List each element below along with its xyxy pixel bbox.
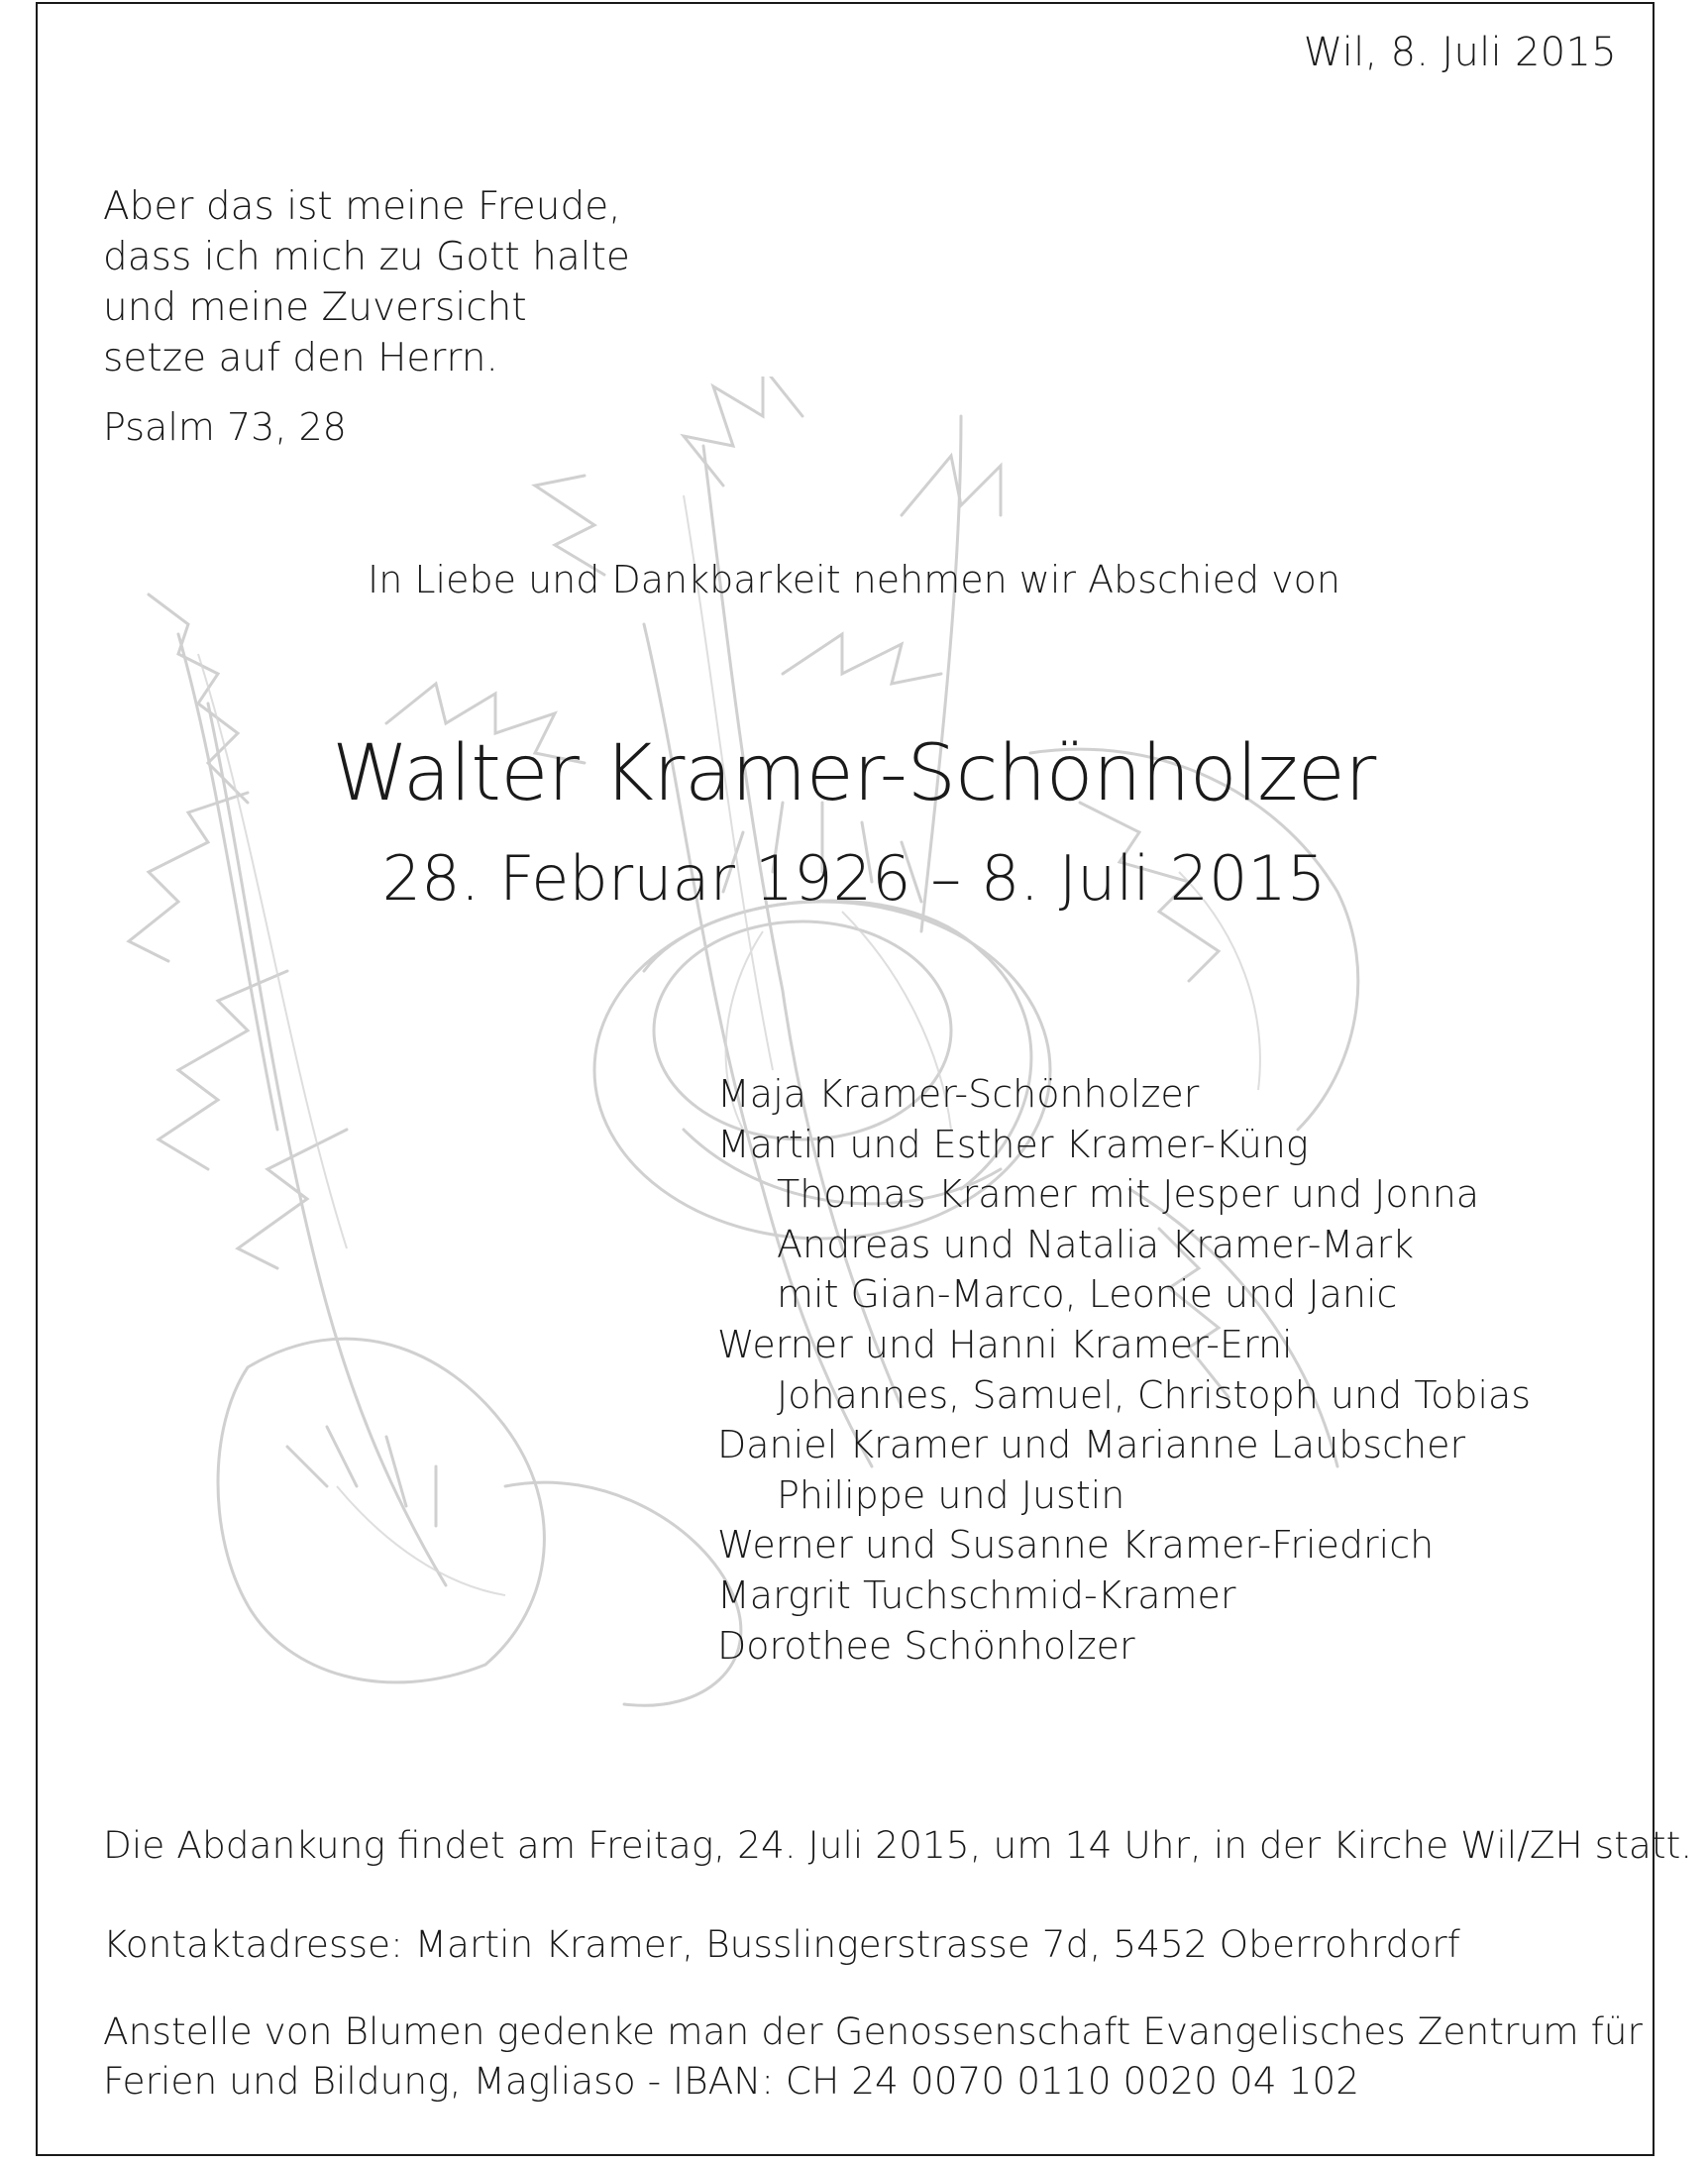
mourner-entry: Johannes, Samuel, Christoph und Tobias [777,1372,1532,1417]
contact-address: Kontaktadresse: Martin Kramer, Busslingerstrasse 7d, 5452 Oberrohrdorf [103,1922,1460,1966]
verse-line: dass ich mich zu Gott halte [103,235,630,279]
verse-reference: Psalm 73, 28 [103,405,347,449]
verse-line: setze auf den Herrn. [103,336,498,380]
life-dates: 28. Februar 1926 – 8. Juli 2015 [381,842,1327,915]
verse-line: Aber das ist meine Freude, [103,184,621,229]
verse-line: und meine Zuversicht [103,285,527,330]
bible-verse [103,181,630,383]
mourner-entry: Philippe und Justin [777,1472,1125,1517]
deceased-name: Walter Kramer-Schönholzer [332,729,1376,818]
mourners-list [717,1069,1531,1671]
announcement-intro: In Liebe und Dankbarkeit nehmen wir Abschied von [368,558,1340,601]
mourner-entry: Maja Kramer-Schönholzer [717,1072,1200,1116]
mourner-entry: Martin und Esther Kramer-Küng [717,1122,1309,1166]
mourner-entry: mit Gian-Marco, Leonie und Janic [777,1272,1398,1317]
mourner-entry: Werner und Susanne Kramer-Friedrich [717,1523,1435,1568]
mourner-entry: Daniel Kramer und Marianne Laubscher [717,1423,1466,1467]
donation-line: Anstelle von Blumen gedenke man der Genossenschaft Evangelisches Zentrum für [103,2009,1643,2053]
mourner-entry: Thomas Kramer mit Jesper und Jonna [777,1172,1480,1217]
ceremony-notice: Die Abdankung findet am Freitag, 24. Juli 2015, um 14 Uhr, in der Kirche Wil/ZH statt. [103,1823,1693,1867]
donation-notice [103,2006,1643,2106]
donation-line: Ferien und Bildung, Magliaso - IBAN: CH 24 0070 0110 0020 04 102 [103,2059,1360,2103]
place-date: Wil, 8. Juli 2015 [1303,30,1617,75]
mourner-entry: Dorothee Schönholzer [717,1623,1135,1668]
mourner-entry: Margrit Tuchschmid-Kramer [717,1572,1236,1617]
mourner-entry: Andreas und Natalia Kramer-Mark [777,1222,1415,1266]
mourner-entry: Werner und Hanni Kramer-Erni [717,1322,1293,1366]
